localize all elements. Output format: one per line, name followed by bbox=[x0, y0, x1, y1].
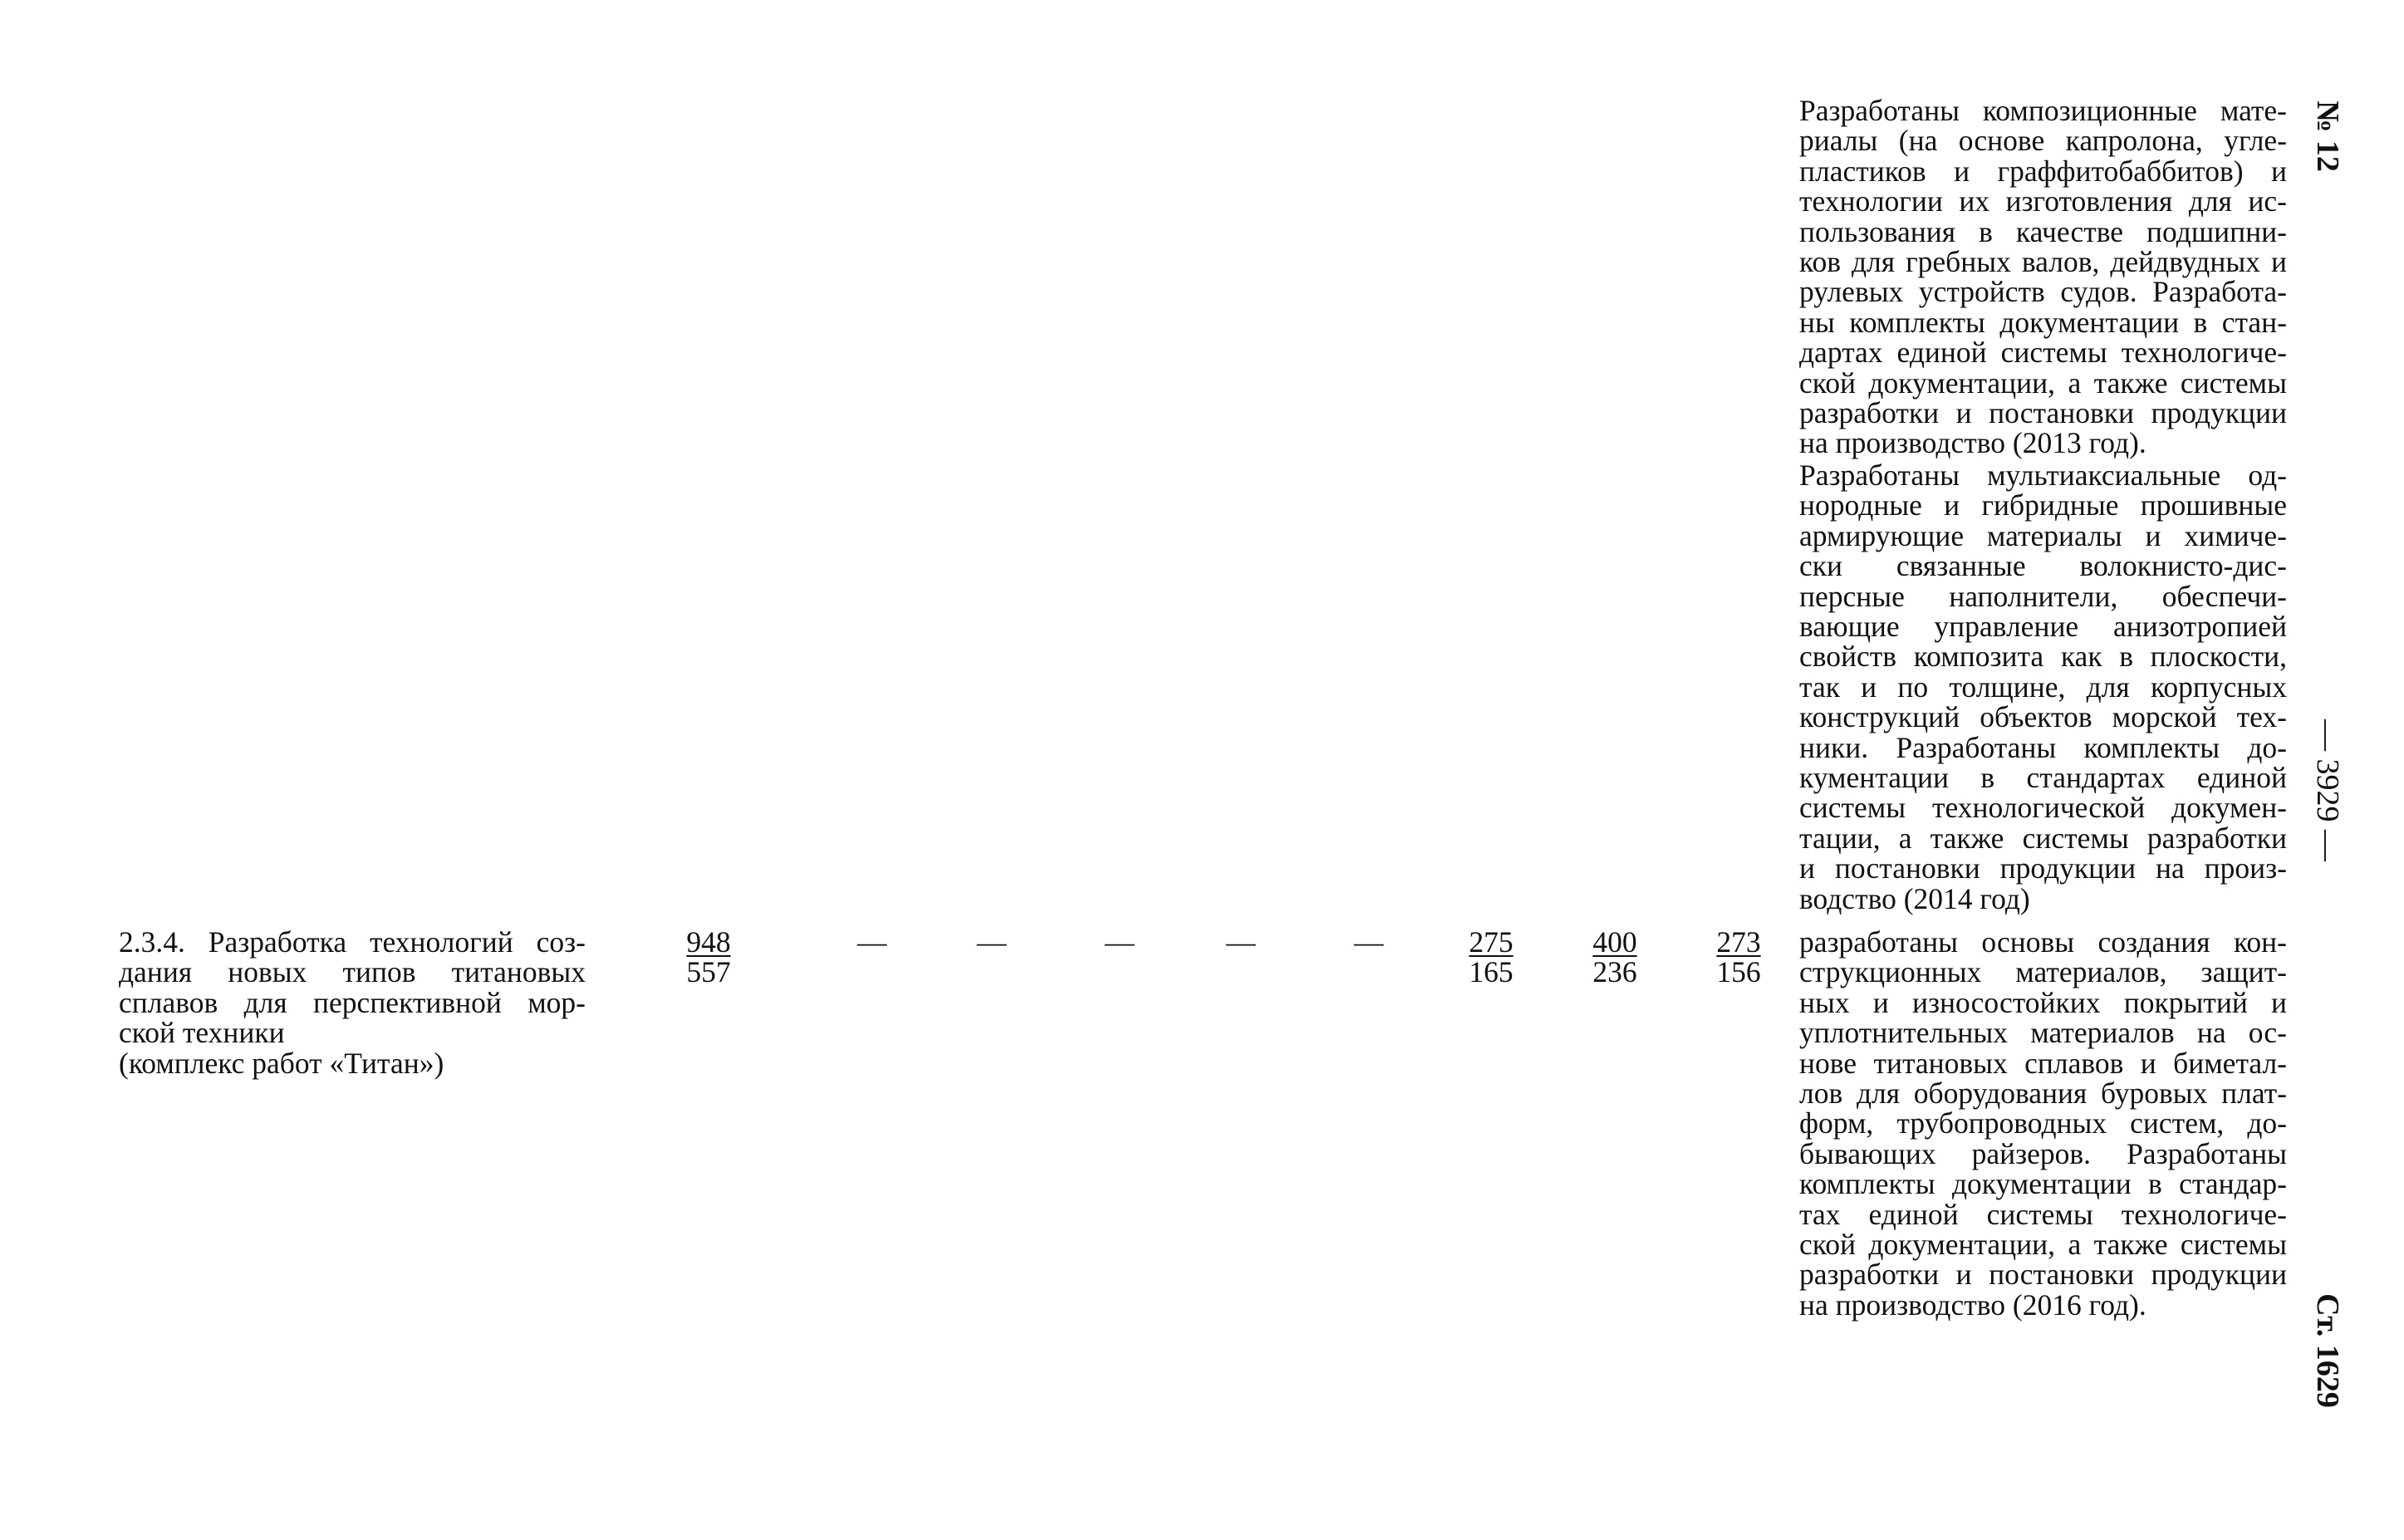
note-line: нородные и гибридные прошивные bbox=[1799, 488, 2287, 522]
year-cell-empty: — bbox=[857, 925, 887, 959]
note-line: разработки и постановки продукции bbox=[1799, 1258, 2287, 1292]
total-funding-denominator: 557 bbox=[686, 955, 731, 989]
note-line: свойств композита как в плоскости, bbox=[1799, 640, 2287, 674]
year-funding-numerator: 273 bbox=[1716, 925, 1761, 959]
row-title-line: (комплекс работ «Титан») bbox=[119, 1046, 444, 1080]
note-line: пластиков и граффитобаббитов) и bbox=[1799, 154, 2287, 188]
note-line: вающие управление анизотропией bbox=[1799, 610, 2287, 644]
note-line: нове титановых сплавов и биметал- bbox=[1799, 1046, 2287, 1080]
note-line: ны комплекты документации в стан- bbox=[1799, 305, 2287, 339]
note-line: разработки и постановки продукции bbox=[1799, 396, 2287, 430]
note-line: так и по толщине, для корпусных bbox=[1799, 669, 2287, 704]
year-cell-empty: — bbox=[1226, 925, 1256, 959]
row-title-line: дания новых типов титановых bbox=[119, 955, 586, 989]
note-line: риалы (на основе капролона, угле- bbox=[1799, 124, 2287, 158]
note-line: Разработаны мультиаксиальные од- bbox=[1799, 459, 2287, 492]
note-line: и постановки продукции на произ- bbox=[1799, 851, 2287, 885]
note-line: системы технологической докумен- bbox=[1799, 791, 2287, 825]
note-line: ков для гребных валов, дейдвудных и bbox=[1799, 245, 2287, 279]
note-line: ски связанные волокнисто-дис- bbox=[1799, 549, 2287, 583]
year-cell-empty: — bbox=[977, 925, 1007, 959]
row-title-line: сплавов для перспективной мор- bbox=[119, 985, 586, 1019]
note-line: тах единой системы технологиче- bbox=[1799, 1197, 2287, 1231]
year-funding-numerator: 400 bbox=[1592, 925, 1637, 959]
year-cell-empty: — bbox=[1354, 925, 1384, 959]
note-line: дартах единой системы технологиче- bbox=[1799, 336, 2287, 370]
row-title-line: ской техники bbox=[119, 1016, 285, 1050]
note-paragraph-titanium bbox=[1799, 927, 2287, 1320]
note-line: на производство (2016 год). bbox=[1799, 1287, 2146, 1322]
note-line: персные наполнители, обеспечи- bbox=[1799, 579, 2287, 613]
note-paragraph-multiaxial bbox=[1799, 460, 2287, 914]
note-line: форм, трубопроводных систем, до- bbox=[1799, 1106, 2287, 1140]
row-title-line: 2.3.4. Разработка технологий соз- bbox=[119, 925, 586, 959]
note-line: ники. Разработаны комплекты до- bbox=[1799, 730, 2287, 764]
year-cell-empty: — bbox=[1105, 925, 1135, 959]
note-line: конструкций объектов морской тех- bbox=[1799, 700, 2287, 734]
note-line: лов для оборудования буровых плат- bbox=[1799, 1077, 2287, 1111]
year-funding-denominator: 156 bbox=[1716, 955, 1761, 989]
note-paragraph-composites bbox=[1799, 96, 2287, 459]
note-line: Разработаны композиционные мате- bbox=[1799, 94, 2287, 127]
article-number: Ст. 1629 bbox=[2310, 1293, 2345, 1408]
note-line: рулевых устройств судов. Разработа- bbox=[1799, 275, 2287, 309]
note-line: тации, а также системы разработки bbox=[1799, 821, 2287, 855]
year-funding-3 bbox=[1711, 927, 1766, 988]
issue-number: № 12 bbox=[2310, 101, 2345, 172]
note-line: водство (2014 год) bbox=[1799, 881, 2030, 915]
note-line: струкционных материалов, защит- bbox=[1799, 955, 2287, 989]
note-line: технологии их изготовления для ис- bbox=[1799, 184, 2287, 218]
note-line: разработаны основы создания кон- bbox=[1799, 925, 2287, 959]
total-funding bbox=[681, 927, 736, 988]
year-funding-denominator: 165 bbox=[1469, 955, 1514, 989]
note-line: бывающих райзеров. Разработаны bbox=[1799, 1136, 2287, 1170]
year-funding-numerator: 275 bbox=[1469, 925, 1514, 959]
note-line: уплотнительных материалов на ос- bbox=[1799, 1016, 2287, 1050]
year-funding-1 bbox=[1464, 927, 1518, 988]
year-funding-denominator: 236 bbox=[1592, 955, 1637, 989]
note-line: ской документации, а также системы bbox=[1799, 365, 2287, 400]
note-line: ской документации, а также системы bbox=[1799, 1228, 2287, 1262]
note-line: комплекты документации в стандар- bbox=[1799, 1167, 2287, 1201]
note-line: кументации в стандартах единой bbox=[1799, 761, 2287, 795]
page-number: — 3929 — bbox=[2310, 719, 2345, 861]
note-line: пользования в качестве подшипни- bbox=[1799, 214, 2287, 248]
note-line: ных и износостойких покрытий и bbox=[1799, 985, 2287, 1019]
note-line: на производство (2013 год). bbox=[1799, 426, 2146, 460]
year-funding-2 bbox=[1587, 927, 1642, 988]
total-funding-numerator: 948 bbox=[686, 925, 731, 959]
note-line: армирующие материалы и химиче- bbox=[1799, 518, 2287, 552]
row-title bbox=[119, 927, 586, 1078]
